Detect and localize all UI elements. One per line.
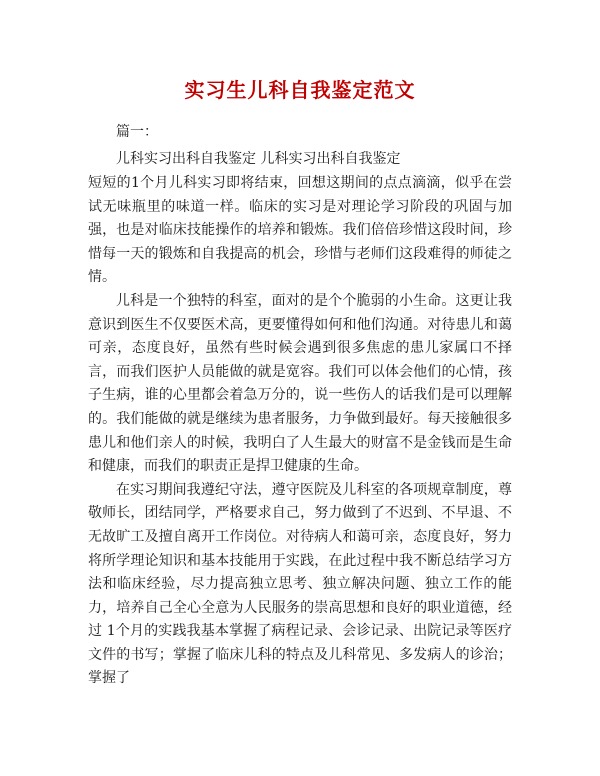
section-label: 篇一： bbox=[116, 124, 158, 140]
paragraph: 短短的1个月儿科实习即将结束，回想这期间的点点滴滴，似乎在尝试无味瓶里的味道一样。临床的实习是对理论学习阶段的巩固与加强，也是对临床技能操作的培养和锻炼。我们倍倍珍惜这段时间，珍惜每一天的锻炼和自我提高的机会，珍惜与老师们这段难得的师徒之情。 bbox=[88, 175, 512, 286]
paragraph: 儿科是一个独特的科室，面对的是个个脆弱的小生命。这更让我意识到医生不仅要医术高，更要懂得如何和他们沟通。对待患儿和蔼可亲，态度良好，虽然有些时候会遇到很多焦虑的患儿家属口不择言，而我们医护人员能做的就是宽容。我们可以体会他们的心情，孩子生病，谁的心里都会着急万分的，说一些伤人的话我们是可以理解的。我们能做的就是继续为患者服务，力争做到最好。每天接触很多患儿和他们亲人的时候，我明白了人生最大的财富不是金钱而是生命和健康，而我们的职责正是捍卫健康的生命。 bbox=[88, 292, 512, 475]
document-title: 实习生儿科自我鉴定范文 bbox=[184, 78, 416, 102]
paragraph: 在实习期间我遵纪守法，遵守医院及儿科室的各项规章制度，尊敬师长，团结同学，严格要求自己，努力做到了不迟到、不早退、不无故旷工及擅自离开工作岗位。对待病人和蔼可亲，态度良好，努力将所学理论知识和基本技能用于实践，在此过程中我不断总结学习方法和临床经验，尽力提高独立思考、独立解决问题、独立工作的能力，培养自己全心全意为人民服务的崇高思想和良好的职业道德，经过 1个月的实践我基本掌握了病程记录、会诊记录、出院记录等医疗文件的书写；掌握了临床儿科的特点及儿科常见、多发病人的诊治；掌握了 bbox=[88, 481, 512, 687]
body-text bbox=[88, 172, 512, 691]
subheading: 儿科实习出科自我鉴定 儿科实习出科自我鉴定 bbox=[116, 151, 401, 167]
